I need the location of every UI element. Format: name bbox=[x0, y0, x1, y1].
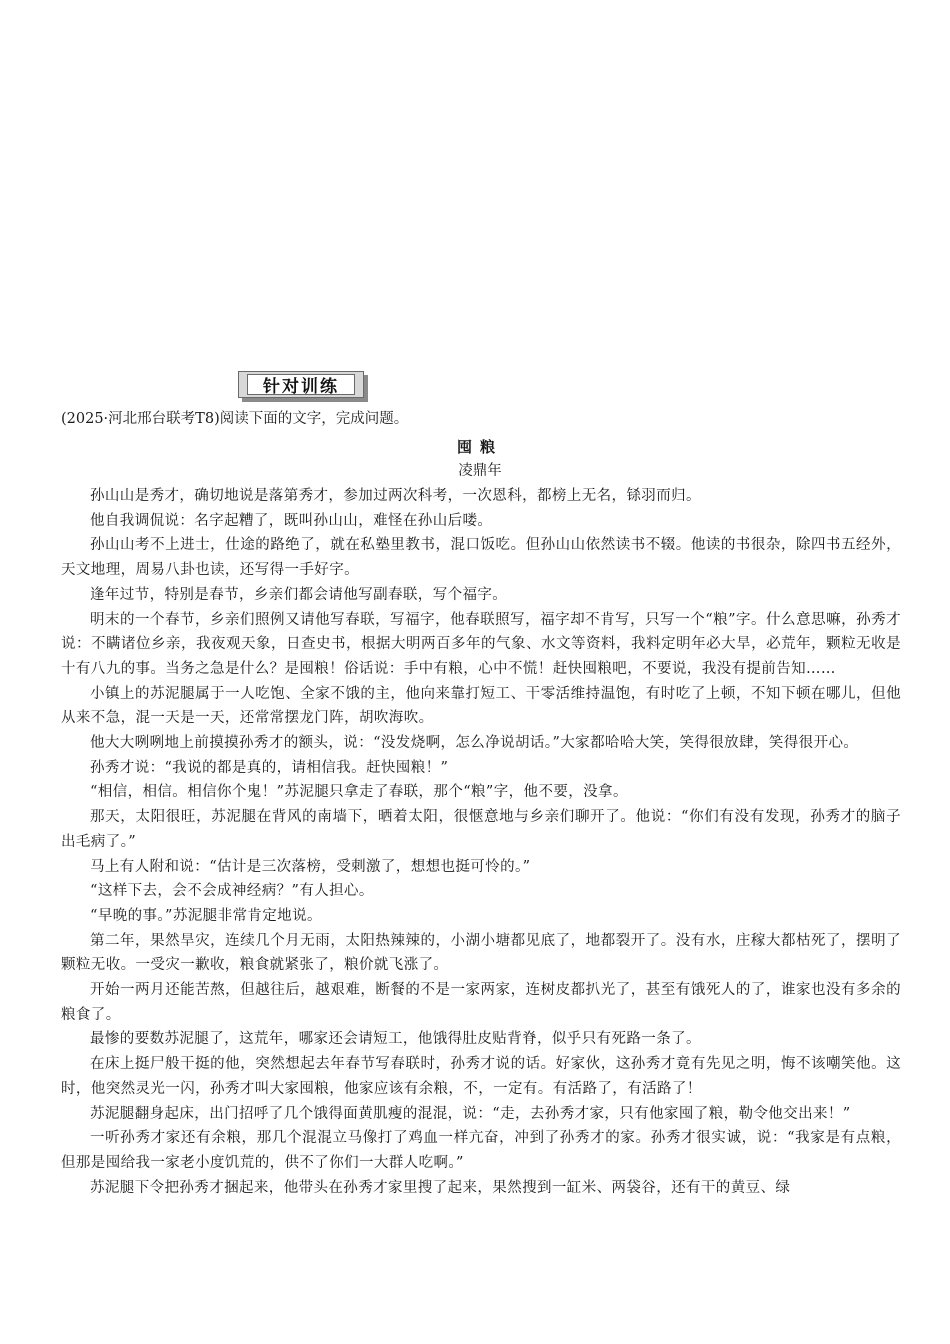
banner-frame bbox=[238, 371, 364, 398]
paragraph: 最惨的要数苏泥腿了，这荒年，哪家还会请短工，他饿得肚皮贴背脊，似乎只有死路一条了。 bbox=[90, 1031, 701, 1048]
paragraph: 一听孙秀才家还有余粮，那几个混混立马像打了鸡血一样亢奋，冲到了孙秀才的家。孙秀才很实诚，说：“我家是有点粮，但那是囤给我一家老小度饥荒的，供不了你们一大群人吃啊。” bbox=[61, 1130, 901, 1171]
paragraph: 在床上挺尸般干挺的他，突然想起去年春节写春联时，孙秀才说的话。好家伙，这孙秀才竟有先见之明，悔不该嘲笑他。这时，他突然灵光一闪，孙秀才叫大家囤粮，他家应该有余粮，不，一定有。有活路了，有活路了！ bbox=[61, 1056, 901, 1097]
paragraph: 他自我调侃说：名字起糟了，既叫孙山山，难怪在孙山后喽。 bbox=[90, 512, 493, 529]
paragraph: 孙山山考不上进士，仕途的路绝了，就在私塾里教书，混口饭吃。但孙山山依然读书不辍。他读的书很杂，除四书五经外，天文地理，周易八卦也读，还写得一手好字。 bbox=[61, 537, 901, 579]
paragraph: “早晚的事。”苏泥腿非常肯定地说。 bbox=[90, 907, 322, 924]
paragraph: 孙秀才说：“我说的都是真的，请相信我。赶快囤粮！” bbox=[90, 759, 449, 776]
paragraph: 那天，太阳很旺，苏泥腿在背风的南墙下，晒着太阳，很惬意地与乡亲们聊开了。他说：“你们有没有发现，孙秀才的脑子出毛病了。” bbox=[61, 809, 901, 850]
paragraph: 第二年，果然旱灾，连续几个月无雨，太阳热辣辣的，小湖小塘都见底了，地都裂开了。没有水，庄稼大都枯死了，摆明了颗粒无收。一受灾一歉收，粮食就紧张了，粮价就飞涨了。 bbox=[61, 932, 901, 974]
paragraph: 孙山山是秀才，确切地说是落第秀才，参加过两次科考，一次恩科，都榜上无名，铩羽而归。 bbox=[90, 488, 701, 504]
paragraph: 他大大咧咧地上前摸摸孙秀才的额头，说：“没发烧啊，怎么净说胡话。”大家都哈哈大笑，笑得很放肆，笑得很开心。 bbox=[90, 735, 859, 752]
paragraph: 苏泥腿下令把孙秀才捆起来，他带头在孙秀才家里搜了起来，果然搜到一缸米、两袋谷，还有干的黄豆、绿 bbox=[90, 1179, 791, 1196]
article-author: 凌鼎年 bbox=[458, 463, 502, 479]
paragraph: “相信，相信。相信你个鬼！”苏泥腿只拿走了春联，那个“粮”字，他不要，没拿。 bbox=[90, 784, 628, 801]
section-label: 针对训练 bbox=[247, 374, 355, 395]
paragraph: 明末的一个春节，乡亲们照例又请他写春联，写福字，他春联照写，福字却不肯写，只写一个“粮”字。什么意思嘛，孙秀才说：不瞒诸位乡亲，我夜观天象，日查史书，根据大明两百多年的气象、水文等资料，我料定明年必大旱，必荒年，颗粒无收是十有八九的事。当务之急是什么？是囤粮！俗话说：手中有粮，心中不慌！赶快囤粮吧，不要说，我没有提前告知…… bbox=[61, 611, 901, 677]
paragraph: “这样下去，会不会成神经病？”有人担心。 bbox=[90, 883, 374, 900]
question-source: (2025·河北邢台联考T8)阅读下面的文字，完成问题。 bbox=[61, 411, 409, 427]
section-banner bbox=[238, 371, 370, 403]
paragraph: 苏泥腿翻身起床，出门招呼了几个饿得面黄肌瘦的混混，说：“走，去孙秀才家，只有他家囤了粮，勒令他交出来！” bbox=[90, 1105, 851, 1122]
article-body bbox=[61, 484, 901, 1200]
article-title: 囤粮 bbox=[456, 438, 503, 456]
paragraph: 逢年过节，特别是春节，乡亲们都会请他写副春联，写个福字。 bbox=[90, 586, 508, 603]
paragraph: 小镇上的苏泥腿属于一人吃饱、全家不饿的主，他向来靠打短工、干零活维持温饱，有时吃了上顿，不知下顿在哪儿，但他从来不急，混一天是一天，还常常摆龙门阵，胡吹海吹。 bbox=[61, 685, 901, 727]
paragraph: 马上有人附和说：“估计是三次落榜，受刺激了，想想也挺可怜的。” bbox=[90, 858, 531, 875]
paragraph: 开始一两月还能苦熬，但越往后，越艰难，断餐的不是一家两家，连树皮都扒光了，甚至有饿死人的了，谁家也没有多余的粮食了。 bbox=[61, 982, 901, 1023]
